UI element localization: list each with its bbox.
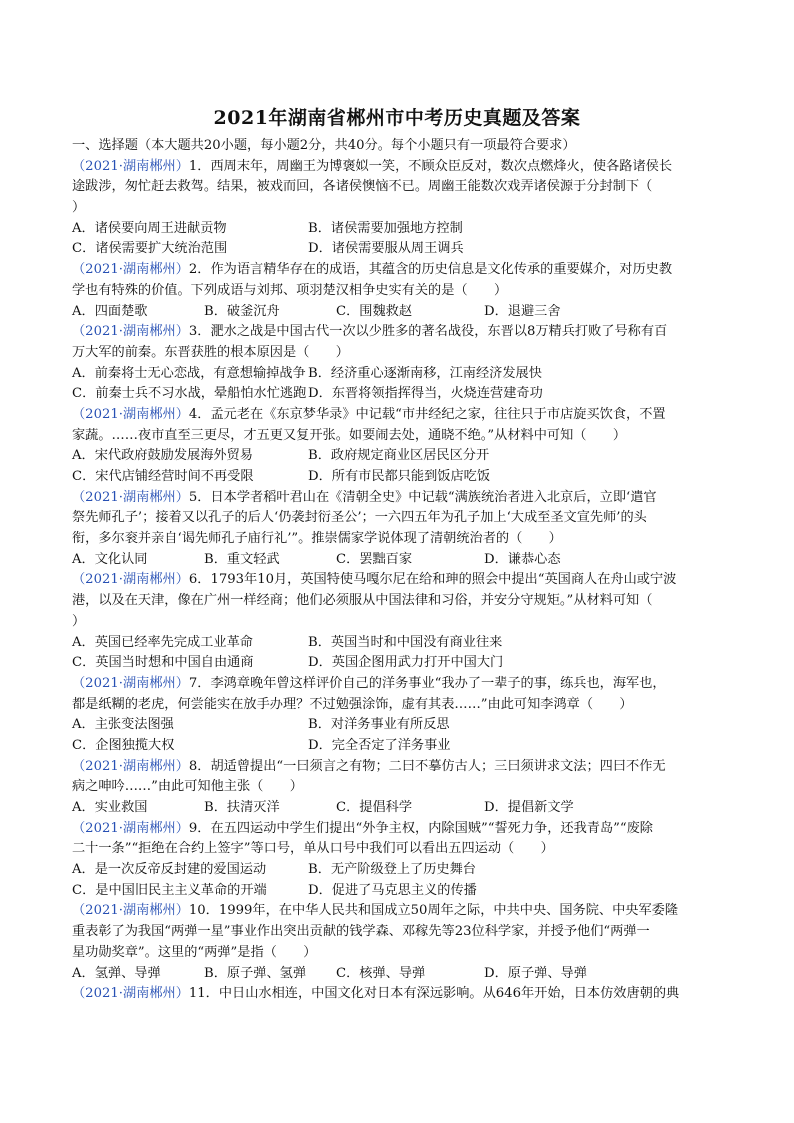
- question-text: 衔，多尔衮并亲自‘谒先师孔子庙行礼’”。推崇儒家学说体现了清朝统治者的（ ）: [72, 531, 562, 547]
- answer-option[interactable]: B．诸侯需要加强地方控制: [308, 220, 463, 236]
- question-stem-line: [72, 488, 720, 509]
- question-text: ）: [72, 613, 86, 629]
- question-stem-line: [72, 529, 720, 550]
- question-text: 作为语言精华存在的成语，其蕴含的历史信息是文化传承的重要媒介，对历史教: [210, 262, 673, 278]
- question-11: [72, 984, 720, 1005]
- source-tag: （2021·湖南郴州）: [72, 262, 189, 278]
- source-tag: （2021·湖南郴州）: [72, 986, 189, 1002]
- option-row: [72, 653, 720, 674]
- question-stem-line: [72, 839, 720, 860]
- option-row: [72, 550, 720, 571]
- answer-option[interactable]: D．东晋将领指挥得当，火烧连营建奇功: [308, 386, 543, 402]
- answer-option[interactable]: D．促进了马克思主义的传播: [308, 882, 477, 898]
- question-2: [72, 260, 720, 322]
- question-5: [72, 488, 720, 571]
- question-number: 9．: [188, 820, 211, 836]
- answer-option[interactable]: C．围魏救赵: [336, 303, 413, 319]
- question-text: ）: [72, 200, 86, 216]
- question-text: 学也有特殊的价值。下列成语与刘邦、项羽楚汉相争史实有关的是（ ）: [72, 282, 508, 298]
- question-stem-line: [72, 322, 720, 343]
- answer-option[interactable]: A．实业救国: [72, 800, 148, 815]
- answer-option[interactable]: A．诸侯要向周王进献贡物: [72, 220, 227, 236]
- answer-option[interactable]: C．提倡科学: [336, 800, 413, 815]
- answer-option[interactable]: B．英国当时和中国没有商业往来: [308, 634, 503, 650]
- section-header: 一、选择题（本大题共20小题，每小题2分，共40分。每个小题只有一项最符合要求）: [72, 138, 576, 153]
- question-text: 万大军的前秦。东晋获胜的根本原因是（ ）: [72, 344, 349, 360]
- answer-option[interactable]: D．所有市民都只能到饭店吃饭: [308, 469, 491, 484]
- question-stem-line: [72, 819, 720, 840]
- question-number: 3．: [188, 324, 211, 340]
- option-row: [72, 860, 720, 881]
- question-stem-line: [72, 943, 720, 964]
- exam-content: [72, 136, 720, 1005]
- answer-option[interactable]: D．原子弹、导弹: [484, 965, 587, 981]
- answer-option[interactable]: B．扶清灭洋: [204, 800, 280, 815]
- answer-option[interactable]: B．政府规定商业区居民区分开: [308, 448, 490, 464]
- answer-option[interactable]: B．原子弹、氢弹: [204, 965, 307, 981]
- question-number: 10．: [188, 903, 219, 919]
- question-stem-line: [72, 922, 720, 943]
- question-9: [72, 819, 720, 902]
- answer-option[interactable]: A．宋代政府鼓励发展海外贸易: [72, 448, 253, 464]
- question-stem-line: [72, 901, 720, 922]
- question-number: 7．: [188, 675, 211, 691]
- question-7: [72, 674, 720, 757]
- page-title: 2021年湖南省郴州市中考历史真题及答案: [213, 107, 581, 129]
- question-1: [72, 157, 720, 260]
- answer-option[interactable]: D．诸侯需要服从周王调兵: [308, 241, 464, 257]
- option-row: [72, 384, 720, 405]
- question-number: 6．: [188, 572, 211, 588]
- answer-option[interactable]: B．无产阶级登上了历史舞台: [308, 862, 476, 878]
- option-row: [72, 798, 720, 819]
- question-stem-line: [72, 777, 720, 798]
- question-text: 胡适曾提出“一曰须言之有物；二曰不摹仿古人；三曰须讲求文法；四曰不作无: [210, 758, 666, 774]
- question-6: [72, 570, 720, 673]
- answer-option[interactable]: D．完全否定了洋务事业: [308, 737, 451, 753]
- question-number: 2．: [188, 262, 211, 278]
- question-number: 8．: [188, 758, 211, 774]
- question-stem-line: [72, 570, 720, 591]
- source-tag: （2021·湖南郴州）: [72, 675, 189, 691]
- answer-option[interactable]: A．四面楚歌: [72, 303, 148, 319]
- question-stem-line: [72, 177, 720, 198]
- option-row: [72, 364, 720, 385]
- question-text: 中日山水相连，中国文化对日本有深远影响。从646年开始，日本仿效唐朝的典: [218, 986, 680, 1002]
- option-row: [72, 446, 720, 467]
- question-3: [72, 322, 720, 405]
- question-text: 淝水之战是中国古代一次以少胜多的著名战役，东晋以8万精兵打败了号称有百: [210, 324, 668, 340]
- question-text: 途跋涉，匆忙赶去救驾。结果，被戏而回，各诸侯懊恼不已。周幽王能数次戏弄诸侯源于分封制下（: [72, 179, 653, 195]
- question-stem-line: [72, 405, 720, 426]
- question-text: 日本学者稻叶君山在《清朝全史》中记载“满族统治者进入北京后，立即‘遣官: [210, 489, 657, 505]
- answer-option[interactable]: A．英国已经率先完成工业革命: [72, 634, 253, 650]
- question-text: 祭先师孔子’；接着又以孔子的后人‘仍袭封衍圣公’；一六四五年为孔子加上‘大成至圣文宣先师’的头: [72, 510, 647, 526]
- question-text: 1999年，在中华人民共和国成立50周年之际，中共中央、国务院、中央军委隆: [218, 903, 679, 919]
- question-stem-line: [72, 757, 720, 778]
- option-row: [72, 467, 720, 488]
- question-number: 5．: [188, 489, 211, 505]
- question-number: 11．: [188, 986, 219, 1002]
- answer-option[interactable]: B．重文轻武: [204, 551, 280, 567]
- answer-option[interactable]: B．破釜沉舟: [204, 303, 280, 319]
- question-number: 1．: [188, 158, 211, 174]
- option-row: [72, 736, 720, 757]
- option-row: [72, 219, 720, 240]
- option-row: [72, 633, 720, 654]
- answer-option[interactable]: C．是中国旧民主主义革命的开端: [72, 882, 267, 898]
- answer-option[interactable]: C．宋代店铺经营时间不再受限: [72, 469, 254, 484]
- question-text: 港，以及在天津，像在广州一样经商；他们必须服从中国法律和习俗，并安分守规矩。”从材料可知（: [72, 593, 653, 609]
- question-text: 李鸿章晚年曾这样评价自己的洋务事业“我办了一辈子的事，练兵也，海军也，: [210, 675, 666, 691]
- answer-option[interactable]: D．英国企图用武力打开中国大门: [308, 655, 504, 671]
- question-text: 星功勋奖章”。这里的“两弹”是指（ ）: [72, 944, 317, 960]
- option-row: [72, 715, 720, 736]
- question-10: [72, 901, 720, 984]
- question-stem-line: [72, 281, 720, 302]
- source-tag: （2021·湖南郴州）: [72, 406, 189, 422]
- source-tag: （2021·湖南郴州）: [72, 820, 189, 836]
- question-stem-line: [72, 674, 720, 695]
- question-text: 二十一条”“拒绝在合约上签字”等口号，单从口号中我们可以看出五四运动（ ）: [72, 841, 554, 857]
- question-8: [72, 757, 720, 819]
- question-text: 西周末年，周幽王为博褒姒一笑，不顾众臣反对，数次点燃烽火，使各路诸侯长: [210, 158, 673, 174]
- answer-option[interactable]: A．氢弹、导弹: [72, 965, 161, 981]
- answer-option[interactable]: B．经济重心逐渐南移，江南经济发展快: [308, 365, 542, 381]
- question-text: 重表彰了为我国“两弹一星”事业作出突出贡献的钱学森、邓稼先等23位科学家，并授予他们“两弹一: [72, 924, 650, 940]
- source-tag: （2021·湖南郴州）: [72, 324, 189, 340]
- answer-option[interactable]: B．对洋务事业有所反思: [308, 717, 450, 733]
- question-text: 在五四运动中学生们提出“外争主权，内除国贼”“誓死力争，还我青岛”“废除: [210, 820, 653, 836]
- question-stem-line: [72, 343, 720, 364]
- question-stem-line: [72, 508, 720, 529]
- question-stem-line: [72, 984, 720, 1005]
- source-tag: （2021·湖南郴州）: [72, 572, 189, 588]
- question-stem-line: [72, 426, 720, 447]
- option-row: [72, 964, 720, 985]
- question-text: 家蔬。……夜市直至三更尽，才五更又复开张。如要闹去处，通晓不绝。”从材料中可知（ ）: [72, 427, 627, 443]
- answer-option[interactable]: C．前秦士兵不习水战，晕船怕水忙逃跑: [72, 386, 307, 402]
- option-row: [72, 239, 720, 260]
- answer-option[interactable]: C．企图独揽大权: [72, 737, 175, 753]
- answer-option[interactable]: A．是一次反帝反封建的爱国运动: [72, 862, 267, 878]
- question-stem-line: [72, 591, 720, 612]
- question-number: 4．: [188, 406, 211, 422]
- answer-option[interactable]: D．提倡新文学: [484, 800, 574, 815]
- question-text: 病之呻吟……”由此可知他主张（ ）: [72, 779, 303, 795]
- question-text: 都是纸糊的老虎，何尝能实在放手办理？不过勉强涂饰，虚有其表……”由此可知李鸿章（ ）: [72, 696, 633, 712]
- answer-option[interactable]: C．核弹、导弹: [336, 965, 426, 981]
- source-tag: （2021·湖南郴州）: [72, 758, 189, 774]
- question-stem-line: [72, 198, 720, 219]
- question-stem-line: [72, 695, 720, 716]
- answer-option[interactable]: C．罢黜百家: [336, 551, 413, 567]
- option-row: [72, 302, 720, 323]
- answer-option[interactable]: A．前秦将士无心恋战，有意想输掉战争: [72, 365, 306, 381]
- source-tag: （2021·湖南郴州）: [72, 489, 189, 505]
- source-tag: （2021·湖南郴州）: [72, 158, 189, 174]
- answer-option[interactable]: D．谦恭心态: [484, 551, 561, 567]
- answer-option[interactable]: C．诸侯需要扩大统治范围: [72, 241, 228, 257]
- answer-option[interactable]: A．主张变法图强: [72, 717, 174, 733]
- question-stem-line: [72, 612, 720, 633]
- answer-option[interactable]: C．英国当时想和中国自由通商: [72, 655, 254, 671]
- question-text: 1793年10月，英国特使马嘎尔尼在给和珅的照会中提出“英国商人在舟山或宁波: [210, 572, 677, 588]
- question-stem-line: [72, 157, 720, 178]
- question-4: [72, 405, 720, 488]
- answer-option[interactable]: A．文化认同: [72, 551, 148, 567]
- option-row: [72, 881, 720, 902]
- question-text: 孟元老在《东京梦华录》中记载“市井经纪之家，往往只于市店旋买饮食，不置: [210, 406, 666, 422]
- question-stem-line: [72, 260, 720, 281]
- source-tag: （2021·湖南郴州）: [72, 903, 189, 919]
- answer-option[interactable]: D．退避三舍: [484, 303, 561, 319]
